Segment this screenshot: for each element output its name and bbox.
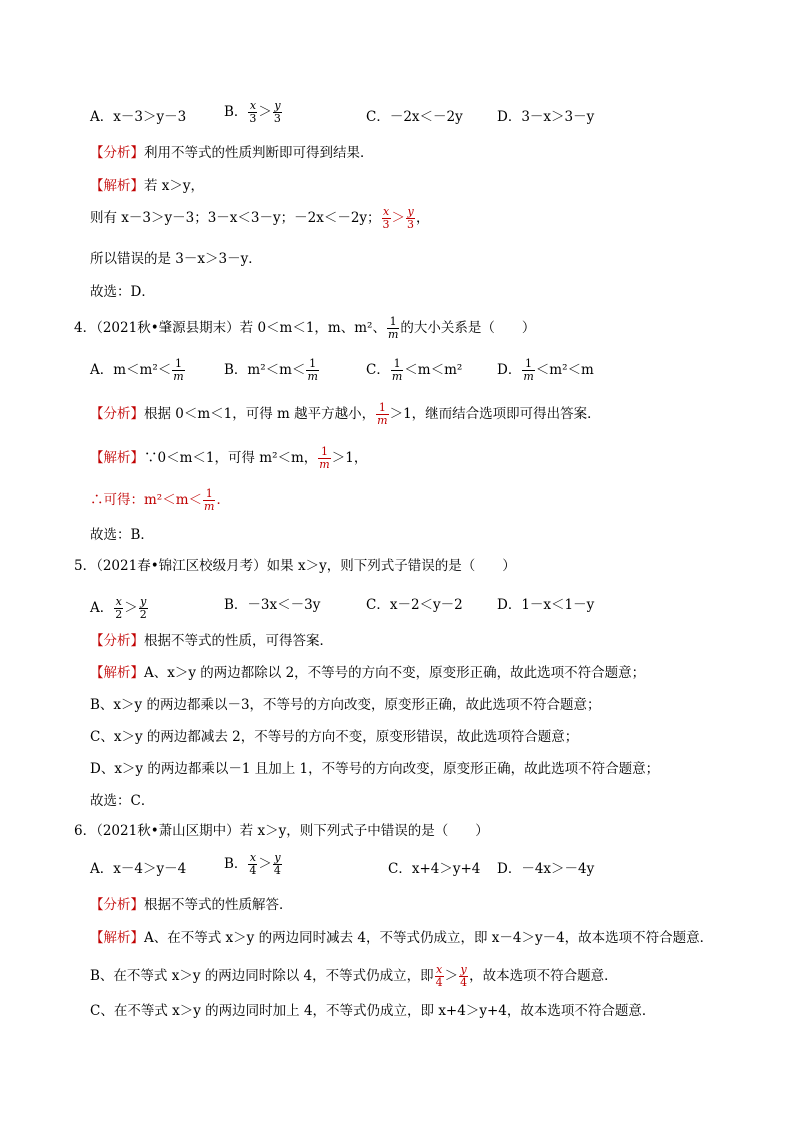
solution-tag: 【解析】 xyxy=(90,930,144,946)
option-text: A． xyxy=(90,600,114,616)
q5-option-b: B．－3x＜－3y xyxy=(224,597,321,613)
numerator: x xyxy=(115,595,122,608)
analysis-tag: 【分析】 xyxy=(90,897,144,913)
analysis-tag: 【分析】 xyxy=(90,406,144,422)
denominator: m xyxy=(319,458,330,471)
denominator: 3 xyxy=(382,218,390,231)
denominator: m xyxy=(307,370,318,383)
numerator: 1 xyxy=(321,445,329,458)
operator: ＞ xyxy=(391,210,406,226)
q4-analysis xyxy=(90,402,601,427)
numerator: 1 xyxy=(393,357,401,370)
operator: ＞ xyxy=(258,856,272,872)
numerator: 1 xyxy=(389,315,397,328)
solution-tag: 【解析】 xyxy=(90,450,144,466)
q4-option-d xyxy=(497,358,594,383)
numerator: 1 xyxy=(205,487,213,500)
denominator: m xyxy=(387,328,399,341)
operator: ＞ xyxy=(444,968,459,984)
operator: ＞ xyxy=(258,104,272,120)
q4-option-a xyxy=(90,358,186,383)
q3-option-d: D．3－x＞3－y xyxy=(497,109,595,125)
fraction xyxy=(273,852,282,877)
q4-option-c xyxy=(366,358,462,383)
question-text: 4．（2021秋•肇源县期末）若 0＜m＜1，m、m²、 xyxy=(74,320,386,336)
question-text: 的大小关系是（ ） xyxy=(400,320,536,336)
option-text: A．m＜m²＜ xyxy=(90,362,172,378)
denominator: 3 xyxy=(273,112,281,125)
fraction xyxy=(306,358,318,383)
option-text: B． xyxy=(224,856,248,872)
q6-solution-a xyxy=(90,929,713,947)
fraction xyxy=(318,446,330,471)
analysis-text: 根据不等式的性质解答． xyxy=(144,897,293,913)
fraction xyxy=(172,358,184,383)
numerator: x xyxy=(382,205,390,218)
analysis-text: 利用不等式的性质判断即可得到结果． xyxy=(144,145,374,161)
denominator: 2 xyxy=(139,608,147,621)
fraction xyxy=(376,402,388,427)
solution-text: A、在不等式 x＞y 的两边同时减去 4，不等式仍成立，即 x－4＞y－4，故本选项不符合题意． xyxy=(144,930,714,946)
solution-text: 则有 x－3＞y－3；3－x＜3－y；－2x＜－2y； xyxy=(90,210,381,226)
solution-tag: 【解析】 xyxy=(90,665,144,681)
option-text: ＜m＜m² xyxy=(404,362,463,378)
solution-text: 若 x＞y， xyxy=(144,178,205,194)
q6-option-b xyxy=(224,852,283,877)
fraction xyxy=(114,596,123,621)
analysis-text: ＞1，继而结合选项即可得出答案． xyxy=(389,406,601,422)
analysis-text: 根据不等式的性质，可得答案． xyxy=(144,633,333,649)
denominator: m xyxy=(391,370,403,383)
q3-conclusion: 所以错误的是 3－x＞3－y． xyxy=(90,251,262,267)
q5-solution-a xyxy=(90,664,645,682)
q3-option-a: A．x－3＞y－3 xyxy=(90,109,187,125)
q5-option-a xyxy=(90,596,149,621)
fraction xyxy=(387,316,399,341)
option-text: B．m²＜m＜ xyxy=(224,362,306,378)
denominator: 3 xyxy=(249,112,257,125)
q4-option-b xyxy=(224,358,320,383)
q3-option-c: C．－2x＜－2y xyxy=(366,109,463,125)
q6-option-d: D．－4x＞－4y xyxy=(497,861,595,877)
denominator: m xyxy=(204,500,215,513)
fraction xyxy=(391,358,403,383)
q6-option-a: A．x－4＞y－4 xyxy=(90,861,187,877)
denominator: 2 xyxy=(115,608,123,621)
numerator: y xyxy=(407,205,414,218)
numerator: y xyxy=(140,595,147,608)
numerator: y xyxy=(274,851,281,864)
numerator: 1 xyxy=(378,401,386,414)
numerator: 1 xyxy=(309,357,317,370)
q6-option-c: C．x+4＞y+4 xyxy=(388,861,481,877)
denominator: 4 xyxy=(273,864,281,877)
fraction xyxy=(522,358,534,383)
numerator: x xyxy=(436,963,443,976)
denominator: m xyxy=(377,414,388,427)
q5-analysis xyxy=(90,632,333,650)
q3-solution-line2 xyxy=(90,206,430,231)
option-text: C． xyxy=(366,362,390,378)
denominator: m xyxy=(173,370,184,383)
solution-text: B、在不等式 x＞y 的两边同时除以 4，不等式仍成立，即 xyxy=(90,968,434,984)
q3-analysis xyxy=(90,144,374,162)
analysis-tag: 【分析】 xyxy=(90,145,144,161)
denominator: 3 xyxy=(407,218,415,231)
operator: ＞ xyxy=(124,600,138,616)
q4-solution xyxy=(90,446,367,471)
solution-text: ，故本选项不符合题意． xyxy=(469,968,618,984)
q4-stem xyxy=(74,316,535,341)
q5-option-c: C．x－2＜y－2 xyxy=(366,597,463,613)
fraction xyxy=(248,852,257,877)
option-text: D． xyxy=(497,362,522,378)
solution-text: ∴可得：m²＜m＜ xyxy=(90,492,203,508)
q3-answer: 故选：D． xyxy=(90,284,155,300)
fraction xyxy=(435,964,444,989)
q6-stem: 6．（2021秋•萧山区期中）若 x＞y，则下列式子中错误的是（ ） xyxy=(74,823,489,839)
q5-solution-b: B、x＞y 的两边都乘以－3，不等号的方向改变，原变形正确，故此选项不符合题意； xyxy=(90,697,601,713)
solution-text: A、x＞y 的两边都除以 2，不等号的方向不变，原变形正确，故此选项不符合题意； xyxy=(144,665,646,681)
numerator: 1 xyxy=(174,357,182,370)
analysis-tag: 【分析】 xyxy=(90,633,144,649)
q5-solution-c: C、x＞y 的两边都减去 2，不等号的方向不变，原变形错误，故此选项符合题意； xyxy=(90,729,579,745)
q5-option-d: D．1－x＜1－y xyxy=(497,597,595,613)
q6-solution-b xyxy=(90,964,618,989)
solution-text: ＞1， xyxy=(331,450,368,466)
option-text: ＜m²＜m xyxy=(535,362,594,378)
fraction xyxy=(273,100,282,125)
q6-solution-c: C、在不等式 x＞y 的两边同时加上 4，不等式仍成立，即 x+4＞y+4，故本选项不符合题意． xyxy=(90,1003,656,1019)
q3-option-b xyxy=(224,100,283,125)
analysis-text: 根据 0＜m＜1，可得 m 越平方越小， xyxy=(144,406,376,422)
q5-solution-d: D、x＞y 的两边都乘以－1 且加上 1，不等号的方向改变，原变形正确，故此选项不符合题意； xyxy=(90,761,660,777)
q3-option-b-label: B． xyxy=(224,104,248,120)
fraction xyxy=(203,488,215,513)
fraction xyxy=(139,596,148,621)
denominator: 4 xyxy=(249,864,257,877)
denominator: m xyxy=(523,370,534,383)
numerator: x xyxy=(249,851,257,864)
punctuation: ． xyxy=(216,492,230,508)
numerator: x xyxy=(249,99,257,112)
punctuation: ， xyxy=(416,210,430,226)
denominator: 4 xyxy=(435,976,443,989)
q4-answer: 故选：B． xyxy=(90,527,154,543)
q4-therefore xyxy=(90,488,230,513)
fraction xyxy=(459,964,468,989)
q6-analysis xyxy=(90,896,293,914)
solution-tag: 【解析】 xyxy=(90,178,144,194)
fraction xyxy=(382,206,391,231)
denominator: 4 xyxy=(460,976,468,989)
q5-answer: 故选：C． xyxy=(90,793,155,809)
fraction xyxy=(248,100,257,125)
q3-solution xyxy=(90,177,204,195)
q5-stem: 5．（2021春•锦江区校级月考）如果 x＞y，则下列式子错误的是（ ） xyxy=(74,558,516,574)
numerator: y xyxy=(274,99,281,112)
fraction xyxy=(406,206,415,231)
solution-text: ∵0＜m＜1，可得 m²＜m， xyxy=(144,450,318,466)
numerator: y xyxy=(460,963,467,976)
numerator: 1 xyxy=(525,357,533,370)
